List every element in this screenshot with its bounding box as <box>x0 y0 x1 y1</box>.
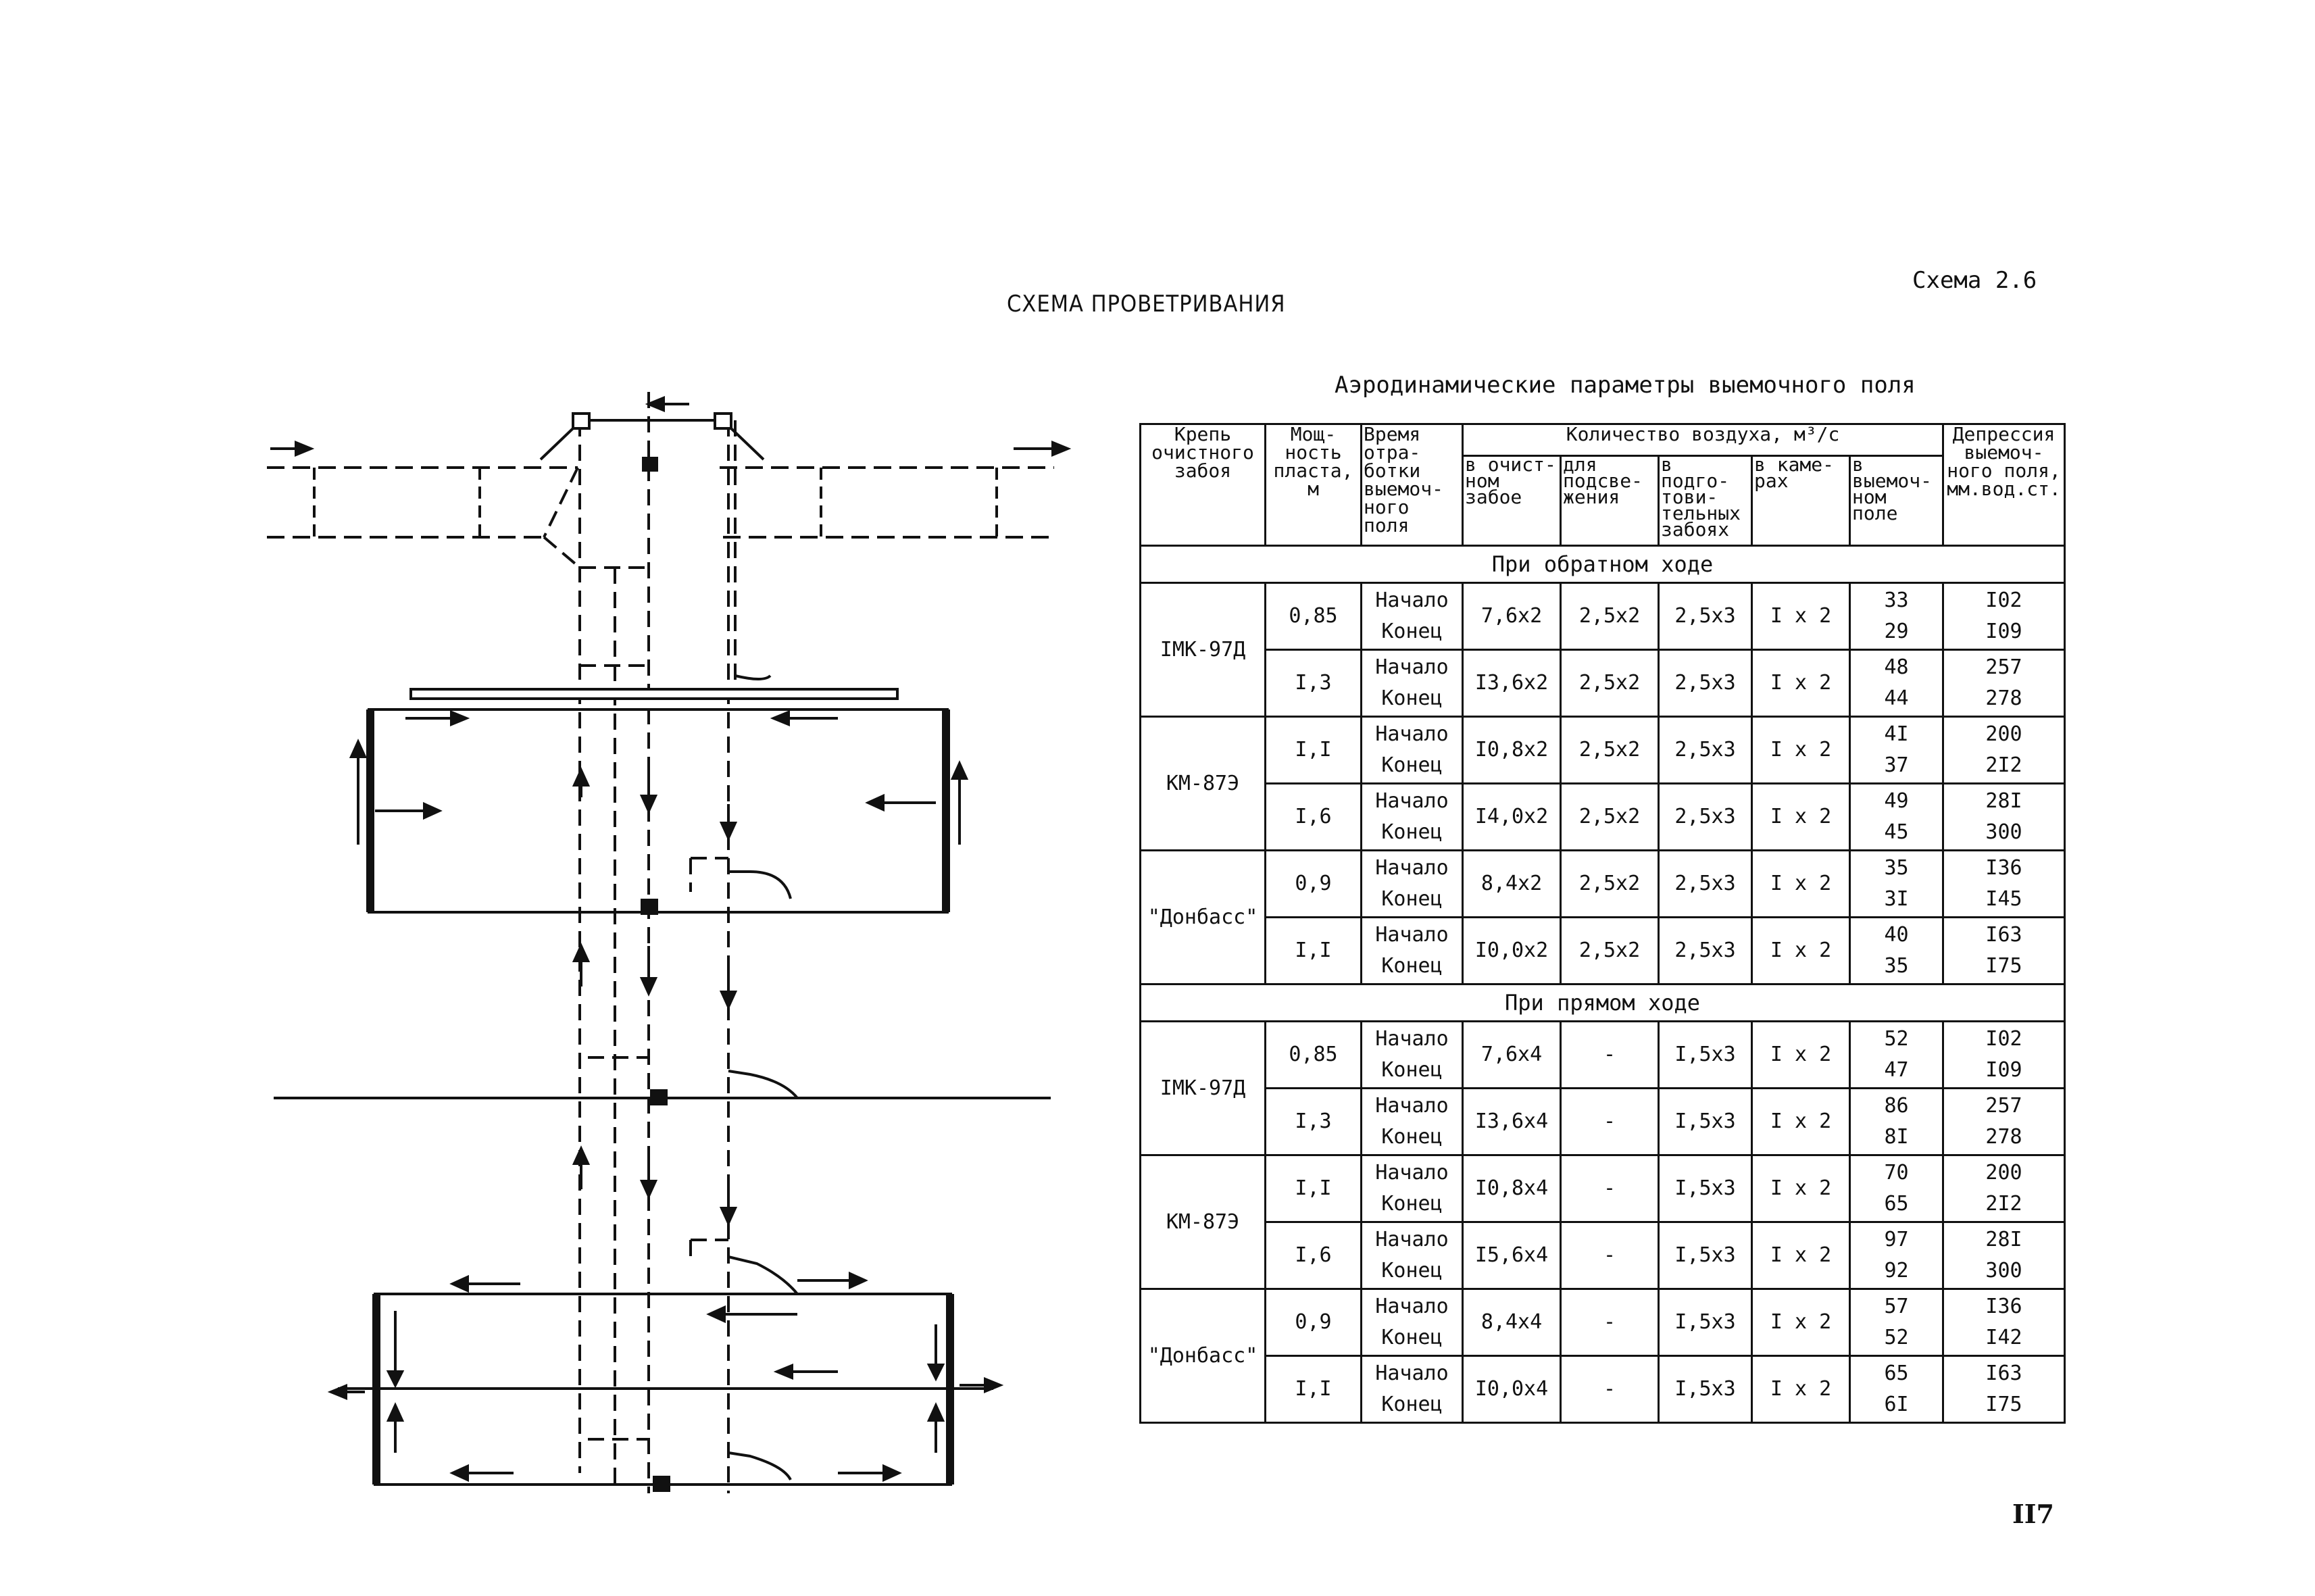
sluice-symbols <box>641 457 670 1492</box>
cell-air-chambers: I x 2 <box>1752 1022 1850 1089</box>
cell-thickness: I,3 <box>1266 1089 1362 1155</box>
cell-air-fresh: 2,5x2 <box>1561 784 1659 851</box>
cell-air-field <box>1850 918 1943 984</box>
cell-thickness: 0,9 <box>1266 851 1362 918</box>
cell-air-field <box>1850 1155 1943 1222</box>
cell-thickness: I,3 <box>1266 650 1362 717</box>
cell-air-chambers: I x 2 <box>1752 784 1850 851</box>
cell-time-line: Начало <box>1375 1228 1449 1251</box>
cell-air-field-line: 92 <box>1884 1259 1909 1282</box>
cell-time <box>1362 650 1463 717</box>
header-air-chambers: в каме- рах <box>1752 456 1850 546</box>
cell-air-field <box>1850 1356 1943 1423</box>
cell-depression-line: 2I2 <box>1985 1192 2022 1216</box>
cell-air-field-line: 40 <box>1884 923 1909 947</box>
cell-depression-line: 278 <box>1985 687 2022 710</box>
cell-depression <box>1943 1155 2065 1222</box>
cell-support: КМ-87Э <box>1141 717 1266 851</box>
cell-time <box>1362 1022 1463 1089</box>
cell-time <box>1362 1222 1463 1289</box>
table-row <box>1141 1289 2065 1356</box>
cell-depression <box>1943 1289 2065 1356</box>
top-drift-crosslinks <box>314 468 997 537</box>
cell-air-face: I3,6x2 <box>1463 650 1561 717</box>
cell-air-prep: I,5x3 <box>1659 1089 1752 1155</box>
cell-time-line: Конец <box>1381 1125 1443 1149</box>
page-number: II7 <box>2012 1499 2054 1529</box>
cell-time-line: Конец <box>1381 1259 1443 1282</box>
cell-depression <box>1943 583 2065 650</box>
cell-time-line: Начало <box>1375 589 1449 612</box>
cell-air-field-line: 65 <box>1884 1362 1909 1385</box>
cell-air-prep: I,5x3 <box>1659 1356 1752 1423</box>
cell-air-fresh: 2,5x2 <box>1561 717 1659 784</box>
cell-air-field-line: 35 <box>1884 856 1909 880</box>
cell-air-field-line: 8I <box>1884 1125 1909 1149</box>
cell-time-line: Конец <box>1381 620 1443 643</box>
cell-time-line: Конец <box>1381 954 1443 978</box>
cell-thickness: I,6 <box>1266 784 1362 851</box>
cell-air-prep: 2,5x3 <box>1659 717 1752 784</box>
cell-thickness: I,I <box>1266 1155 1362 1222</box>
table-row <box>1141 1155 2065 1222</box>
cell-time-line: Конец <box>1381 687 1443 710</box>
cell-air-field-line: 29 <box>1884 620 1909 643</box>
cell-depression-line: I42 <box>1985 1326 2022 1349</box>
section-title: При прямом ходе <box>1141 984 2065 1022</box>
cell-air-field-line: 57 <box>1884 1295 1909 1318</box>
cell-depression-line: I02 <box>1985 589 2022 612</box>
cell-depression-line: 278 <box>1985 1125 2022 1149</box>
cell-depression-line: 28I <box>1985 789 2022 813</box>
cell-time-line: Конец <box>1381 1058 1443 1082</box>
cell-air-field-line: 49 <box>1884 789 1909 813</box>
cell-air-prep: I,5x3 <box>1659 1289 1752 1356</box>
table-row <box>1141 650 2065 717</box>
cell-air-prep: 2,5x3 <box>1659 918 1752 984</box>
cell-time <box>1362 717 1463 784</box>
header-air-fresh: для подсве- жения <box>1561 456 1659 546</box>
aerodynamic-parameters-table <box>1139 423 2066 1424</box>
cell-air-face: 8,4x4 <box>1463 1289 1561 1356</box>
cell-depression-line: I63 <box>1985 1362 2022 1385</box>
cell-air-field-line: 86 <box>1884 1094 1909 1118</box>
cell-support: "Донбасс" <box>1141 851 1266 984</box>
table-row <box>1141 851 2065 918</box>
cell-depression-line: 257 <box>1985 655 2022 679</box>
cell-air-fresh: 2,5x2 <box>1561 918 1659 984</box>
cell-air-face: I0,8x4 <box>1463 1155 1561 1222</box>
cell-air-fresh: - <box>1561 1356 1659 1423</box>
cell-time <box>1362 583 1463 650</box>
cell-depression-line: I09 <box>1985 620 2022 643</box>
cell-air-field-line: 6I <box>1884 1393 1909 1416</box>
cell-air-field <box>1850 1089 1943 1155</box>
cell-depression-line: I36 <box>1985 856 2022 880</box>
cell-thickness: 0,85 <box>1266 583 1362 650</box>
cell-depression-line: 300 <box>1985 1259 2022 1282</box>
cell-air-face: I0,0x4 <box>1463 1356 1561 1423</box>
cell-depression <box>1943 918 2065 984</box>
cell-depression <box>1943 1222 2065 1289</box>
cell-depression-line: I75 <box>1985 1393 2022 1416</box>
top-drifts <box>267 468 1054 537</box>
cell-depression <box>1943 1022 2065 1089</box>
table-row <box>1141 1356 2065 1423</box>
header-time: Время отра- ботки выемоч- ного поля <box>1362 424 1463 546</box>
cell-depression <box>1943 851 2065 918</box>
table-row <box>1141 717 2065 784</box>
cell-air-field-line: 47 <box>1884 1058 1909 1082</box>
cell-air-fresh: - <box>1561 1155 1659 1222</box>
header-thickness: Мощ- ность пласта, м <box>1266 424 1362 546</box>
cell-depression <box>1943 650 2065 717</box>
cell-air-field <box>1850 1022 1943 1089</box>
cell-air-face: I5,6x4 <box>1463 1222 1561 1289</box>
cell-depression-line: 28I <box>1985 1228 2022 1251</box>
cell-air-prep: I,5x3 <box>1659 1022 1752 1089</box>
cell-depression-line: I02 <box>1985 1027 2022 1051</box>
cell-air-field-line: 70 <box>1884 1161 1909 1184</box>
header-air-face: в очист- ном забое <box>1463 456 1561 546</box>
cell-time-line: Начало <box>1375 655 1449 679</box>
cell-air-field-line: 3I <box>1884 887 1909 911</box>
header-air-field: в выемоч- ном поле <box>1850 456 1943 546</box>
cell-air-prep: 2,5x3 <box>1659 851 1752 918</box>
cell-time-line: Конец <box>1381 1326 1443 1349</box>
cell-depression-line: I09 <box>1985 1058 2022 1082</box>
cell-air-chambers: I x 2 <box>1752 583 1850 650</box>
cell-time-line: Конец <box>1381 820 1443 844</box>
cell-depression-line: 2I2 <box>1985 753 2022 777</box>
section-title: При обратном ходе <box>1141 546 2065 583</box>
section-row <box>1141 984 2065 1022</box>
cell-air-field-line: 48 <box>1884 655 1909 679</box>
cell-time-line: Конец <box>1381 887 1443 911</box>
cell-air-field <box>1850 1289 1943 1356</box>
cell-depression-line: 300 <box>1985 820 2022 844</box>
cell-depression-line: 200 <box>1985 722 2022 746</box>
cell-air-face: 7,6x2 <box>1463 583 1561 650</box>
cell-air-prep: 2,5x3 <box>1659 583 1752 650</box>
cell-thickness: I,I <box>1266 1356 1362 1423</box>
table-row <box>1141 784 2065 851</box>
cell-air-prep: I,5x3 <box>1659 1222 1752 1289</box>
ventilation-diagram <box>0 0 1081 1596</box>
cell-air-field <box>1850 650 1943 717</box>
top-node-left <box>573 414 589 428</box>
cell-time-line: Конец <box>1381 753 1443 777</box>
cell-air-chambers: I x 2 <box>1752 1089 1850 1155</box>
cell-air-field-line: 33 <box>1884 589 1909 612</box>
table-row <box>1141 1089 2065 1155</box>
cell-air-field-line: 35 <box>1884 954 1909 978</box>
cell-air-chambers: I x 2 <box>1752 1155 1850 1222</box>
cell-depression-line: I45 <box>1985 887 2022 911</box>
cell-depression <box>1943 1089 2065 1155</box>
cell-time-line: Начало <box>1375 789 1449 813</box>
cell-air-field-line: 37 <box>1884 753 1909 777</box>
cell-time-line: Начало <box>1375 856 1449 880</box>
cell-air-chambers: I x 2 <box>1752 918 1850 984</box>
page-title: СХЕМА ПРОВЕТРИВАНИЯ <box>1007 291 1286 318</box>
upper-panel <box>369 709 947 912</box>
cell-air-field-line: 52 <box>1884 1027 1909 1051</box>
table-row <box>1141 918 2065 984</box>
header-air-quantity: Количество воздуха, м³/с <box>1463 424 1943 456</box>
header-depression: Депрессия выемоч- ного поля, мм.вод.ст. <box>1943 424 2065 546</box>
cell-depression-line: I63 <box>1985 923 2022 947</box>
cell-time-line: Конец <box>1381 1393 1443 1416</box>
cell-air-face: I4,0x2 <box>1463 784 1561 851</box>
cell-air-prep: I,5x3 <box>1659 1155 1752 1222</box>
cell-thickness: I,I <box>1266 918 1362 984</box>
cell-air-field <box>1850 851 1943 918</box>
cell-air-field-line: 97 <box>1884 1228 1909 1251</box>
cell-depression-line: I36 <box>1985 1295 2022 1318</box>
cell-air-chambers: I x 2 <box>1752 717 1850 784</box>
cell-time <box>1362 918 1463 984</box>
cell-air-field-line: 4I <box>1884 722 1909 746</box>
cell-air-field <box>1850 1222 1943 1289</box>
cell-depression-line: 257 <box>1985 1094 2022 1118</box>
table-body <box>1141 546 2065 1423</box>
cell-thickness: I,6 <box>1266 1222 1362 1289</box>
cell-thickness: 0,9 <box>1266 1289 1362 1356</box>
table-row <box>1141 583 2065 650</box>
cell-air-fresh: 2,5x2 <box>1561 851 1659 918</box>
cell-air-fresh: - <box>1561 1222 1659 1289</box>
scheme-label: Схема 2.6 <box>1912 267 2037 294</box>
cell-time <box>1362 784 1463 851</box>
cell-air-chambers: I x 2 <box>1752 851 1850 918</box>
cell-time <box>1362 1356 1463 1423</box>
cell-air-prep: 2,5x3 <box>1659 650 1752 717</box>
cell-air-prep: 2,5x3 <box>1659 784 1752 851</box>
cell-air-chambers: I x 2 <box>1752 1222 1850 1289</box>
table-row <box>1141 1222 2065 1289</box>
bridge-conveyor <box>411 689 897 699</box>
cell-time-line: Начало <box>1375 1094 1449 1118</box>
cell-depression <box>1943 1356 2065 1423</box>
cell-air-face: 7,6x4 <box>1463 1022 1561 1089</box>
cell-thickness: I,I <box>1266 717 1362 784</box>
cell-time <box>1362 851 1463 918</box>
cell-time-line: Начало <box>1375 1027 1449 1051</box>
cell-support: КМ-87Э <box>1141 1155 1266 1289</box>
cell-support: "Донбасс" <box>1141 1289 1266 1423</box>
cell-time-line: Начало <box>1375 1295 1449 1318</box>
cell-depression <box>1943 717 2065 784</box>
cell-time-line: Начало <box>1375 1362 1449 1385</box>
cell-air-face: I0,0x2 <box>1463 918 1561 984</box>
cell-air-field-line: 65 <box>1884 1192 1909 1216</box>
cell-air-field <box>1850 583 1943 650</box>
cell-air-field-line: 44 <box>1884 687 1909 710</box>
cell-thickness: 0,85 <box>1266 1022 1362 1089</box>
cell-air-chambers: I x 2 <box>1752 1356 1850 1423</box>
cell-time-line: Начало <box>1375 923 1449 947</box>
cell-air-field-line: 45 <box>1884 820 1909 844</box>
cell-time-line: Начало <box>1375 1161 1449 1184</box>
cell-air-face: 8,4x2 <box>1463 851 1561 918</box>
cell-support: IМК-97Д <box>1141 583 1266 717</box>
cell-time <box>1362 1089 1463 1155</box>
header-air-prep: в подго- тови- тельных забоях <box>1659 456 1752 546</box>
cell-time-line: Начало <box>1375 722 1449 746</box>
cell-time <box>1362 1155 1463 1222</box>
table-caption: Аэродинамические параметры выемочного поля <box>1335 372 1916 399</box>
cell-time <box>1362 1289 1463 1356</box>
cell-depression-line: I75 <box>1985 954 2022 978</box>
cell-air-fresh: 2,5x2 <box>1561 583 1659 650</box>
table-row <box>1141 1022 2065 1089</box>
cell-air-chambers: I x 2 <box>1752 1289 1850 1356</box>
cell-air-field <box>1850 717 1943 784</box>
cell-time-line: Конец <box>1381 1192 1443 1216</box>
cell-air-field-line: 52 <box>1884 1326 1909 1349</box>
cell-depression-line: 200 <box>1985 1161 2022 1184</box>
trunk-lines <box>544 392 735 1493</box>
cell-air-fresh: 2,5x2 <box>1561 650 1659 717</box>
cell-air-field <box>1850 784 1943 851</box>
cell-air-face: I3,6x4 <box>1463 1089 1561 1155</box>
section-row <box>1141 546 2065 583</box>
cell-air-fresh: - <box>1561 1022 1659 1089</box>
cell-support: IМК-97Д <box>1141 1022 1266 1155</box>
top-node-right <box>715 414 731 428</box>
cell-air-chambers: I x 2 <box>1752 650 1850 717</box>
cell-air-fresh: - <box>1561 1089 1659 1155</box>
cell-air-fresh: - <box>1561 1289 1659 1356</box>
cell-depression <box>1943 784 2065 851</box>
cell-air-face: I0,8x2 <box>1463 717 1561 784</box>
header-support: Крепь очистного забоя <box>1141 424 1266 546</box>
